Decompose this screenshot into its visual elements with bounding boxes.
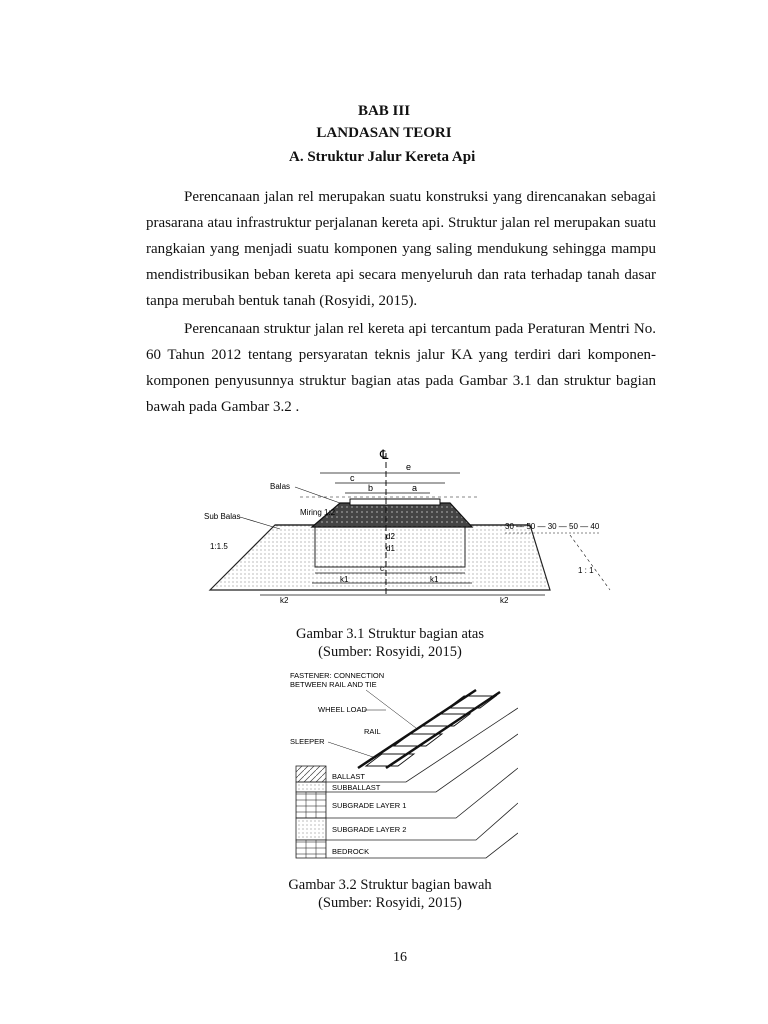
bedrock-layer xyxy=(296,840,326,858)
sleeper-label: SLEEPER xyxy=(290,737,325,746)
figure-1-source: (Sumber: Rosyidi, 2015) xyxy=(318,644,462,660)
subgrade1-label: SUBGRADE LAYER 1 xyxy=(332,801,407,810)
dim-k1-right-label: k1 xyxy=(430,575,439,584)
fastener-label-1: FASTENER: CONNECTION xyxy=(290,671,385,680)
figure-track-upper-structure xyxy=(200,445,616,610)
bedrock-label: BEDROCK xyxy=(332,847,370,856)
dim-b-label: b xyxy=(368,483,374,493)
sleeper-shape xyxy=(350,499,440,505)
dim-c-label: c xyxy=(350,473,355,483)
chapter-title: LANDASAN TEORI xyxy=(316,125,452,141)
ballast-label: BALLAST xyxy=(332,772,365,781)
slope-left-label: 1:1.5 xyxy=(210,542,228,551)
dim-e-label: e xyxy=(406,462,412,472)
dim-k2-label: k2 xyxy=(280,596,289,605)
subgrade-layer-1 xyxy=(296,792,326,818)
figure-2-source: (Sumber: Rosyidi, 2015) xyxy=(318,895,462,911)
section-heading: A. Struktur Jalur Kereta Api xyxy=(289,149,476,165)
dim-d2-label: d2 xyxy=(386,532,395,541)
dim-a-label: a xyxy=(412,483,418,493)
subballast-layer xyxy=(296,782,326,792)
rail-label: RAIL xyxy=(364,727,381,736)
dim-k2-right-label: k2 xyxy=(500,596,509,605)
fastener-label-2: BETWEEN RAIL AND TIE xyxy=(290,680,377,689)
balas-label: Balas xyxy=(270,482,291,491)
sub-balas-label: Sub Balas xyxy=(204,512,241,521)
figure-track-lower-structure xyxy=(286,668,518,863)
right-dims-label: 30 — 50 — 30 — 50 — 40 xyxy=(505,522,600,531)
wheel-load-label: WHEEL LOAD xyxy=(318,705,367,714)
slope-right-label: 1 : 1 xyxy=(578,566,594,575)
dim-d1-label: d1 xyxy=(386,544,395,553)
paragraph-2: Perencanaan struktur jalan rel kereta api tercantum pada Peraturan Mentri No. 60 Tahun 2012 tentang persyaratan teknis jalur KA yang terdiri dari komponen-komponen penyusunnya struktur bagian atas pada Gambar 3.1 dan struktur bagian bawah pada Gambar 3.2 . xyxy=(146,321,656,415)
rail-right xyxy=(386,692,500,768)
page-number: 16 xyxy=(393,950,407,965)
chapter-heading: BAB III xyxy=(357,103,411,119)
ballast-layer xyxy=(296,766,326,782)
figure-2-caption: Gambar 3.2 Struktur bagian bawah xyxy=(288,877,492,893)
paragraph-1: Perencanaan jalan rel merupakan suatu konstruksi yang direncanakan sebagai prasarana atau infrastruktur perjalanan kereta api. Struktur jalan rel merupakan suatu rangkaian yang menjadi suatu komponen yang saling mendukung sehingga mampu mendistribusikan beban kereta api secara menyeluruh dan rata terhadap tanah dasar tanpa merubah bentuk tanah (Rosyidi, 2015). xyxy=(146,189,656,309)
embankment-shape xyxy=(210,525,550,590)
dim-k1-label: k1 xyxy=(340,575,349,584)
centerline-symbol: ℄ xyxy=(380,447,389,462)
dim-c-bottom-label: c xyxy=(380,564,384,573)
subgrade2-label: SUBGRADE LAYER 2 xyxy=(332,825,407,834)
subgrade-layer-2 xyxy=(296,818,326,840)
subballast-label: SUBBALLAST xyxy=(332,783,381,792)
ballast-prism xyxy=(312,503,472,527)
miring-label: Miring 1:2 xyxy=(300,508,336,517)
figure-1-caption: Gambar 3.1 Struktur bagian atas xyxy=(295,626,485,642)
